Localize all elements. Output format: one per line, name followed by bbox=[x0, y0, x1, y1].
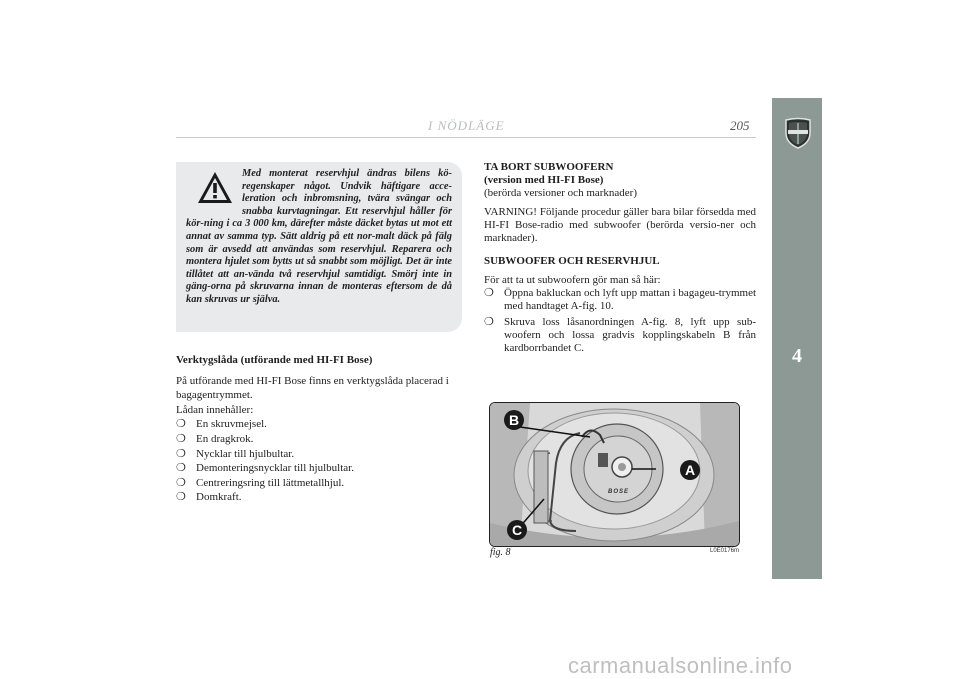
warning-note: VARNING! Följande procedur gäller bara bilar försedda med HI-FI Bose-radio med subwoofer (berörda versio-ner och marknader). bbox=[484, 206, 756, 244]
figure-caption: fig. 8 bbox=[490, 547, 511, 558]
procedure-steps bbox=[484, 287, 756, 355]
figure-callouts bbox=[490, 403, 739, 546]
toolbox-contents-label: Lådan innehåller: bbox=[176, 403, 254, 416]
list-item: ❍ Öppna bakluckan och lyft upp mattan i bagageu-trymmet med handtaget A-fig. 10. bbox=[484, 287, 757, 312]
section-subheading: (version med HI-FI Bose) bbox=[484, 174, 604, 186]
speaker-brand: BOSE bbox=[608, 489, 630, 495]
warning-triangle-icon bbox=[196, 170, 234, 206]
toolbox-heading: Verktygslåda (utförande med HI-FI Bose) bbox=[176, 354, 373, 366]
list-item: ❍ Centreringsring till lättmetallhjul. bbox=[176, 476, 345, 489]
list-item: ❍ Domkraft. bbox=[176, 491, 242, 504]
page-number: 205 bbox=[730, 118, 750, 133]
figure-subwoofer bbox=[489, 402, 740, 547]
list-item: ❍ Nycklar till hjulbultar. bbox=[176, 447, 295, 460]
warning-box bbox=[176, 162, 462, 332]
list-item: ❍ Demonteringsnycklar till hjulbultar. bbox=[176, 462, 354, 475]
section-heading: TA BORT SUBWOOFERN bbox=[484, 161, 614, 173]
warning-text: Med monterat reservhjul ändras bilens kö-regenskaper något. Undvik häftigare acce-leration och inbromsning, tvära svängar och snabba kurvtagningar. Ett reservhjul håller för kör-ning i ca 3 000 km, därefter måste däcket bytas ut mot ett annat av samma typ. Sätt aldrig på ett nor-malt däck på fälg som är avsedd att användas som reservhjul. Reparera och montera hjulet som bytts ut så snabbt som möjligt. Det är inte tillåtet att an-vända två reservhjul samtidigt. Smörj inte in gäng-orna på skruvarna innan de monteras eftersom de då kan skruvas ur själva. bbox=[186, 168, 452, 305]
chapter-number: 4 bbox=[792, 345, 802, 367]
toolbox-list bbox=[176, 417, 466, 505]
callout-label-c: C bbox=[511, 522, 523, 538]
warning-paragraph bbox=[186, 168, 452, 307]
subwoofer-heading: SUBWOOFER OCH RESERVHJUL bbox=[484, 255, 660, 267]
procedure-intro: För att ta ut subwoofern gör man så här: bbox=[484, 274, 661, 286]
chapter-tab-strip bbox=[772, 98, 822, 579]
watermark: carmanualsonline.info bbox=[568, 653, 793, 678]
figure-code: L0E0176m bbox=[710, 548, 740, 554]
list-item: ❍ En skruvmejsel. bbox=[176, 418, 267, 431]
header-divider bbox=[176, 137, 756, 138]
toolbox-section bbox=[176, 353, 466, 505]
lancia-shield-icon bbox=[783, 117, 813, 149]
section-note: (berörda versioner och marknader) bbox=[484, 187, 638, 199]
list-item: ❍ Skruva loss låsanordningen A-fig. 8, lyft upp sub-woofern och lossa gradvis kopplingskabeln B från kardborrbandet C. bbox=[484, 316, 756, 354]
chapter-title: I NÖDLÄGE bbox=[428, 118, 505, 133]
list-item: ❍ En dragkrok. bbox=[176, 432, 254, 445]
callout-label-b: B bbox=[508, 412, 520, 428]
toolbox-paragraph: På utförande med HI-FI Bose finns en verktygslåda placerad i bagagentrymmet. bbox=[176, 374, 449, 402]
callout-label-a: A bbox=[684, 462, 696, 478]
subwoofer-section bbox=[484, 161, 756, 358]
